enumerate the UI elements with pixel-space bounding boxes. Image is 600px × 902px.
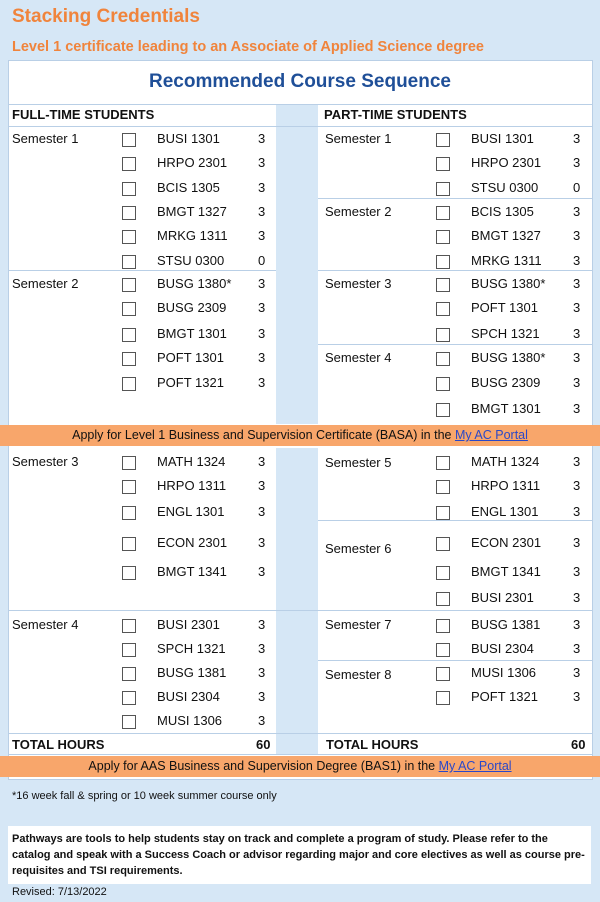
course-checkbox[interactable] xyxy=(436,230,450,244)
course-hours: 3 xyxy=(258,504,266,519)
course-hours: 3 xyxy=(258,276,266,291)
course-code: BUSI 2304 xyxy=(157,689,220,704)
full_time-semester-label: Semester 3 xyxy=(12,454,79,469)
course-code: BUSI 1301 xyxy=(157,131,220,146)
revised-date: Revised: 7/13/2022 xyxy=(12,886,107,898)
pathways-note: Pathways are tools to help students stay on track and complete a program of study. Please refer to the catalog and speak with a Success Coach or advisor regarding major and core electives as well as course pre-requisites and TSI requirements. xyxy=(12,833,585,877)
course-checkbox[interactable] xyxy=(122,352,136,366)
course-hours: 3 xyxy=(258,617,266,632)
divider xyxy=(318,660,592,661)
course-checkbox[interactable] xyxy=(122,667,136,681)
course-checkbox[interactable] xyxy=(436,667,450,681)
course-code: ECON 2301 xyxy=(471,535,542,550)
course-code: BUSG 2309 xyxy=(157,300,227,315)
course-code: HRPO 2301 xyxy=(157,155,228,170)
course-hours: 0 xyxy=(258,253,266,268)
course-code: MUSI 1306 xyxy=(471,665,537,680)
course-code: BCIS 1305 xyxy=(157,180,220,195)
course-code: BUSI 1301 xyxy=(471,131,534,146)
course-checkbox[interactable] xyxy=(436,619,450,633)
course-code: BMGT 1341 xyxy=(471,564,541,579)
course-checkbox[interactable] xyxy=(436,506,450,520)
course-checkbox[interactable] xyxy=(122,643,136,657)
part_time-semester-label: Semester 1 xyxy=(325,131,392,146)
course-code: BUSI 2301 xyxy=(471,590,534,605)
course-code: BUSG 1380* xyxy=(471,350,546,365)
course-code: BUSG 2309 xyxy=(471,375,541,390)
part_time-semester-label: Semester 8 xyxy=(325,667,392,682)
course-hours: 3 xyxy=(573,401,581,416)
course-hours: 3 xyxy=(573,535,581,550)
course-hours: 3 xyxy=(573,326,581,341)
course-checkbox[interactable] xyxy=(122,506,136,520)
full-time-total-value: 60 xyxy=(256,737,271,752)
divider xyxy=(318,520,592,521)
course-code: BUSG 1380* xyxy=(471,276,546,291)
course-checkbox[interactable] xyxy=(122,691,136,705)
full-time-total-label: TOTAL HOURS xyxy=(12,737,105,752)
divider xyxy=(318,198,592,199)
course-checkbox[interactable] xyxy=(122,537,136,551)
course-hours: 3 xyxy=(258,350,266,365)
course-checkbox[interactable] xyxy=(436,643,450,657)
course-checkbox[interactable] xyxy=(122,566,136,580)
course-checkbox[interactable] xyxy=(436,691,450,705)
course-code: HRPO 1311 xyxy=(471,478,541,493)
course-hours: 3 xyxy=(573,228,581,243)
course-code: MATH 1324 xyxy=(471,454,540,469)
course-checkbox[interactable] xyxy=(122,328,136,342)
course-code: BUSG 1381 xyxy=(471,617,541,632)
course-checkbox[interactable] xyxy=(436,377,450,391)
course-code: MUSI 1306 xyxy=(157,713,223,728)
course-code: BMGT 1341 xyxy=(157,564,227,579)
course-code: BMGT 1327 xyxy=(471,228,541,243)
course-checkbox[interactable] xyxy=(436,537,450,551)
course-hours: 3 xyxy=(573,590,581,605)
course-hours: 3 xyxy=(573,155,581,170)
course-checkbox[interactable] xyxy=(436,133,450,147)
course-code: ENGL 1301 xyxy=(471,504,539,519)
my-ac-portal-link[interactable]: My AC Portal xyxy=(454,428,528,442)
course-code: HRPO 2301 xyxy=(471,155,542,170)
full_time-semester-label: Semester 2 xyxy=(12,276,79,291)
course-hours: 3 xyxy=(573,478,581,493)
part_time-semester-label: Semester 2 xyxy=(325,204,392,219)
course-code: POFT 1301 xyxy=(157,350,224,365)
divider xyxy=(8,126,592,127)
course-hours: 3 xyxy=(573,504,581,519)
course-code: BMGT 1301 xyxy=(157,326,227,341)
divider xyxy=(8,754,592,755)
divider xyxy=(8,270,276,271)
course-code: HRPO 1311 xyxy=(157,478,227,493)
course-hours: 3 xyxy=(258,689,266,704)
course-hours: 3 xyxy=(258,300,266,315)
course-code: SPCH 1321 xyxy=(471,326,540,341)
course-checkbox[interactable] xyxy=(436,352,450,366)
part-time-total-label: TOTAL HOURS xyxy=(326,737,419,752)
course-hours: 3 xyxy=(573,131,581,146)
course-hours: 3 xyxy=(573,253,581,268)
divider xyxy=(8,733,592,734)
course-code: BUSG 1381 xyxy=(157,665,227,680)
course-hours: 3 xyxy=(258,204,266,219)
course-hours: 3 xyxy=(258,375,266,390)
course-code: MRKG 1311 xyxy=(157,228,228,243)
course-hours: 3 xyxy=(573,204,581,219)
course-checkbox[interactable] xyxy=(122,302,136,316)
part_time-semester-label: Semester 3 xyxy=(325,276,392,291)
course-checkbox[interactable] xyxy=(436,566,450,580)
course-checkbox[interactable] xyxy=(122,480,136,494)
course-checkbox[interactable] xyxy=(122,255,136,269)
course-hours: 3 xyxy=(573,276,581,291)
course-checkbox[interactable] xyxy=(436,182,450,196)
course-code: ECON 2301 xyxy=(157,535,228,550)
banner-text: Apply for AAS Business and Supervision Degree (BAS1) in the xyxy=(88,759,439,773)
course-hours: 3 xyxy=(573,641,581,656)
course-checkbox[interactable] xyxy=(436,480,450,494)
divider xyxy=(318,344,592,345)
part_time-semester-label: Semester 5 xyxy=(325,455,392,470)
course-hours: 3 xyxy=(258,326,266,341)
page-subtitle: Level 1 certificate leading to an Associate of Applied Science degree xyxy=(12,39,484,55)
course-code: POFT 1301 xyxy=(471,300,538,315)
divider xyxy=(318,610,592,611)
my-ac-portal-link[interactable]: My AC Portal xyxy=(438,759,512,773)
course-checkbox[interactable] xyxy=(436,157,450,171)
certificate-apply-banner xyxy=(0,425,600,446)
course-code: BCIS 1305 xyxy=(471,204,534,219)
course-checkbox[interactable] xyxy=(122,157,136,171)
course-code: MRKG 1311 xyxy=(471,253,542,268)
course-hours: 3 xyxy=(573,689,581,704)
part_time-semester-label: Semester 6 xyxy=(325,541,392,556)
course-checkbox[interactable] xyxy=(122,456,136,470)
course-hours: 3 xyxy=(258,713,266,728)
course-checkbox[interactable] xyxy=(122,278,136,292)
course-checkbox[interactable] xyxy=(122,715,136,729)
course-hours: 3 xyxy=(573,454,581,469)
card-title: Recommended Course Sequence xyxy=(149,71,451,92)
course-hours: 3 xyxy=(258,665,266,680)
full_time-semester-label: Semester 4 xyxy=(12,617,79,632)
course-hours: 3 xyxy=(573,665,581,680)
part_time-semester-label: Semester 4 xyxy=(325,350,392,365)
banner-text: Apply for Level 1 Business and Supervision Certificate (BASA) in the xyxy=(72,428,455,442)
course-hours: 3 xyxy=(258,535,266,550)
course-checkbox[interactable] xyxy=(436,255,450,269)
course-checkbox[interactable] xyxy=(436,592,450,606)
course-checkbox[interactable] xyxy=(122,619,136,633)
course-code: POFT 1321 xyxy=(157,375,224,390)
course-hours: 3 xyxy=(258,155,266,170)
course-code: ENGL 1301 xyxy=(157,504,225,519)
course-checkbox[interactable] xyxy=(122,230,136,244)
course-hours: 3 xyxy=(573,564,581,579)
full-time-heading: FULL-TIME STUDENTS xyxy=(12,107,155,122)
divider xyxy=(8,104,592,105)
column-gap xyxy=(276,104,318,424)
course-checkbox[interactable] xyxy=(436,456,450,470)
part_time-semester-label: Semester 7 xyxy=(325,617,392,632)
course-hours: 0 xyxy=(573,180,581,195)
course-checkbox[interactable] xyxy=(436,206,450,220)
course-hours: 3 xyxy=(258,180,266,195)
course-code: MATH 1324 xyxy=(157,454,226,469)
course-hours: 3 xyxy=(573,375,581,390)
course-code: POFT 1321 xyxy=(471,689,538,704)
course-code: BUSI 2304 xyxy=(471,641,534,656)
course-hours: 3 xyxy=(573,350,581,365)
course-hours: 3 xyxy=(573,300,581,315)
part-time-heading: PART-TIME STUDENTS xyxy=(324,107,467,122)
course-hours: 3 xyxy=(258,641,266,656)
course-code: SPCH 1321 xyxy=(157,641,226,656)
course-code: BUSI 2301 xyxy=(157,617,220,632)
course-code: BMGT 1327 xyxy=(157,204,227,219)
course-checkbox[interactable] xyxy=(436,403,450,417)
course-hours: 3 xyxy=(573,617,581,632)
course-checkbox[interactable] xyxy=(122,377,136,391)
page-title: Stacking Credentials xyxy=(12,6,200,27)
course-hours: 3 xyxy=(258,228,266,243)
footnote: *16 week fall & spring or 10 week summer course only xyxy=(12,790,277,802)
course-hours: 3 xyxy=(258,478,266,493)
course-checkbox[interactable] xyxy=(436,302,450,316)
part-time-total-value: 60 xyxy=(571,737,586,752)
course-code: BUSG 1380* xyxy=(157,276,232,291)
full_time-semester-label: Semester 1 xyxy=(12,131,79,146)
course-hours: 3 xyxy=(258,454,266,469)
course-checkbox[interactable] xyxy=(436,328,450,342)
column-gap xyxy=(276,448,318,754)
divider xyxy=(318,270,592,271)
course-code: STSU 0300 xyxy=(157,253,225,268)
course-hours: 3 xyxy=(258,564,266,579)
divider xyxy=(8,610,276,611)
course-hours: 3 xyxy=(258,131,266,146)
course-checkbox[interactable] xyxy=(122,133,136,147)
course-checkbox[interactable] xyxy=(122,182,136,196)
degree-apply-banner xyxy=(0,756,600,777)
course-checkbox[interactable] xyxy=(122,206,136,220)
course-checkbox[interactable] xyxy=(436,278,450,292)
course-code: BMGT 1301 xyxy=(471,401,541,416)
course-code: STSU 0300 xyxy=(471,180,539,195)
